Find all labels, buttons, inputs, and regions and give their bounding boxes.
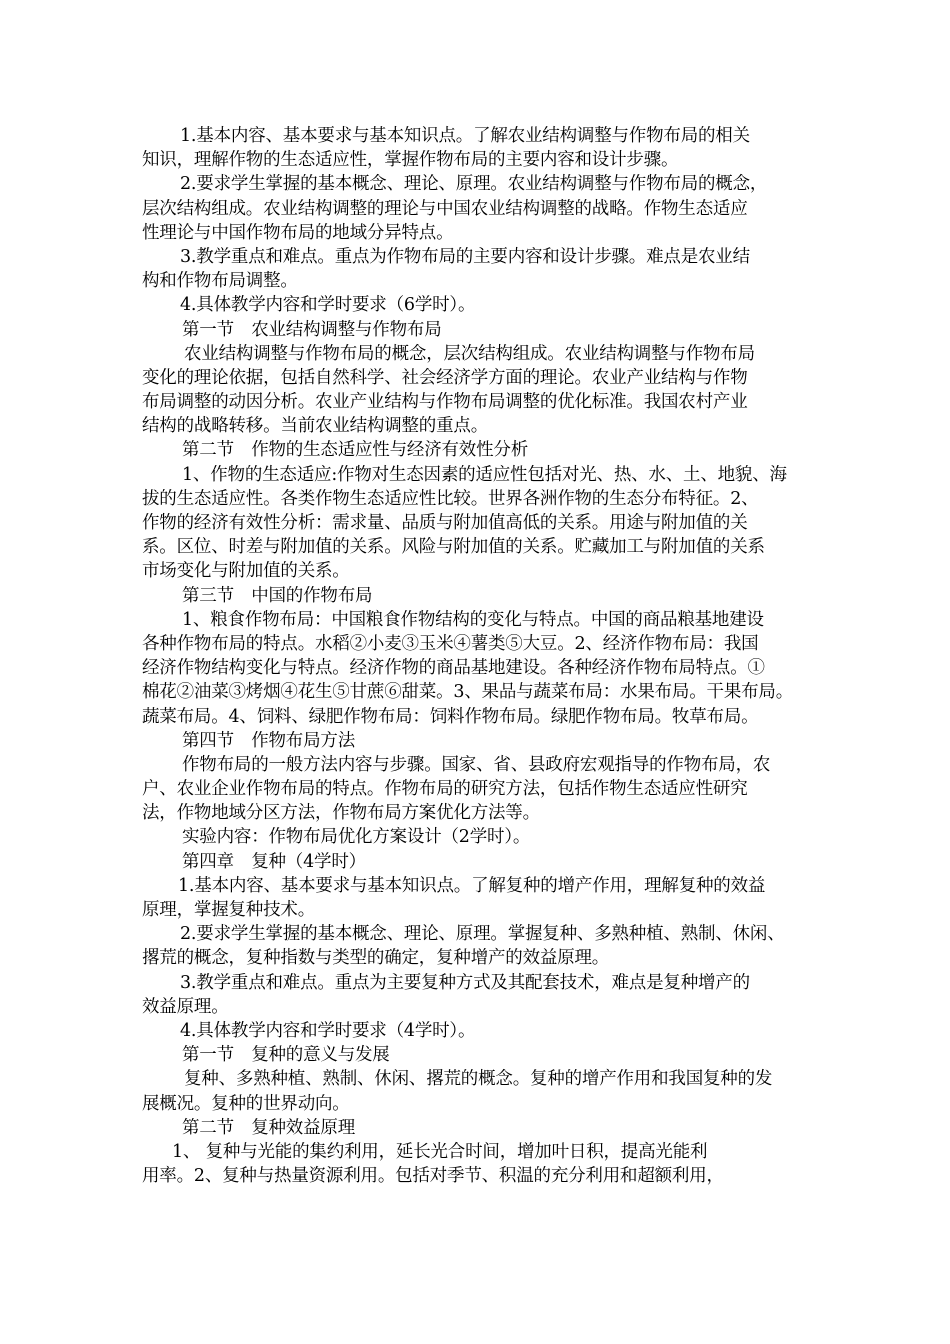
text-line: 作物布局的一般方法内容与步骤。国家、省、县政府宏观指导的作物布局，农 [182,754,771,775]
text-line: 1、粮食作物布局：中国粮食作物结构的变化与特点。中国的商品粮基地建设 [182,609,764,630]
text-line: 农业结构调整与作物布局的概念，层次结构组成。农业结构调整与作物布局 [184,343,755,364]
text-line: 知识，理解作物的生态适应性，掌握作物布局的主要内容和设计步骤。 [142,150,679,171]
text-line: 构和作物布局调整。 [142,271,298,292]
text-line: 户、农业企业作物布局的特点。作物布局的研究方法，包括作物生态适应性研究 [142,779,748,800]
text-line: 法，作物地域分区方法，作物布局方案优化方法等。 [142,803,540,824]
section-heading: 第一节 农业结构调整与作物布局 [182,319,442,340]
text-line: 性理论与中国作物布局的地域分异特点。 [142,222,454,243]
text-line: 系。区位、时差与附加值的关系。风险与附加值的关系。贮藏加工与附加值的关系 [142,537,765,558]
text-line: 各种作物布局的特点。水稻②小麦③玉米④薯类⑤大豆。2、经济作物布局：我国 [142,633,759,654]
section-heading: 第二节 复种效益原理 [182,1117,355,1138]
text-line: 1、 复种与光能的集约利用，延长光合时间，增加叶日积，提高光能利 [172,1141,708,1162]
section-heading: 第二节 作物的生态适应性与经济有效性分析 [182,440,528,461]
text-line: 变化的理论依据，包括自然科学、社会经济学方面的理论。农业产业结构与作物 [142,367,748,388]
section-heading: 第三节 中国的作物布局 [182,585,373,606]
text-line: 市场变化与附加值的关系。 [142,561,350,582]
text-line: 1.基本内容、基本要求与基本知识点。了解复种的增产作用，理解复种的效益 [178,875,766,896]
text-line: 经济作物结构变化与特点。经济作物的商品基地建设。各种经济作物布局特点。① [142,658,765,679]
text-line: 拔的生态适应性。各类作物生态适应性比较。世界各洲作物的生态分布特征。2、 [142,488,759,509]
document-body [142,124,822,1188]
text-line: 用率。2、复种与热量资源利用。包括对季节、积温的充分利用和超额利用， [142,1166,724,1187]
text-line: 1.基本内容、基本要求与基本知识点。了解农业结构调整与作物布局的相关 [180,126,750,146]
text-line: 撂荒的概念，复种指数与类型的确定，复种增产的效益原理。 [142,948,610,969]
chapter-heading: 第四章 复种（4学时） [182,851,366,872]
section-heading: 第一节 复种的意义与发展 [182,1045,390,1066]
text-line: 层次结构组成。农业结构调整的理论与中国农业结构调整的战略。作物生态适应 [142,198,748,219]
text-line: 实验内容：作物布局优化方案设计（2学时）。 [182,827,531,848]
section-heading: 第四节 作物布局方法 [182,730,355,751]
text-line: 2.要求学生掌握的基本概念、理论、原理。掌握复种、多熟种植、熟制、休闲、 [180,924,785,945]
text-line: 3.教学重点和难点。重点为作物布局的主要内容和设计步骤。难点是农业结 [180,246,750,267]
text-line: 3.教学重点和难点。重点为主要复种方式及其配套技术，难点是复种增产的 [180,972,750,993]
text-line: 2.要求学生掌握的基本概念、理论、原理。农业结构调整与作物布局的概念， [180,174,768,195]
text-line: 复种、多熟种植、熟制、休闲、撂荒的概念。复种的增产作用和我国复种的发 [184,1069,773,1090]
text-line: 效益原理。 [142,996,229,1017]
text-line: 原理，掌握复种技术。 [142,900,315,920]
text-line: 4.具体教学内容和学时要求（4学时）。 [180,1020,476,1041]
text-line: 展概况。复种的世界动向。 [142,1093,350,1114]
text-line: 作物的经济有效性分析：需求量、品质与附加值高低的关系。用途与附加值的关 [142,513,748,533]
text-line: 布局调整的动因分析。农业产业结构与作物布局调整的优化标准。我国农村产业 [142,392,748,413]
text-line: 棉花②油菜③烤烟④花生⑤甘蔗⑥甜菜。3、果品与蔬菜布局：水果布局。干果布局。 [142,682,794,703]
text-line: 蔬菜布局。4、饲料、绿肥作物布局：饲料作物布局。绿肥作物布局。牧草布局。 [142,706,759,727]
text-line: 1、作物的生态适应:作物对生态因素的适应性包括对光、热、水、土、地貌、海 [182,464,787,485]
text-line: 4.具体教学内容和学时要求（6学时）。 [180,295,476,316]
text-line: 结构的战略转移。当前农业结构调整的重点。 [142,416,488,437]
